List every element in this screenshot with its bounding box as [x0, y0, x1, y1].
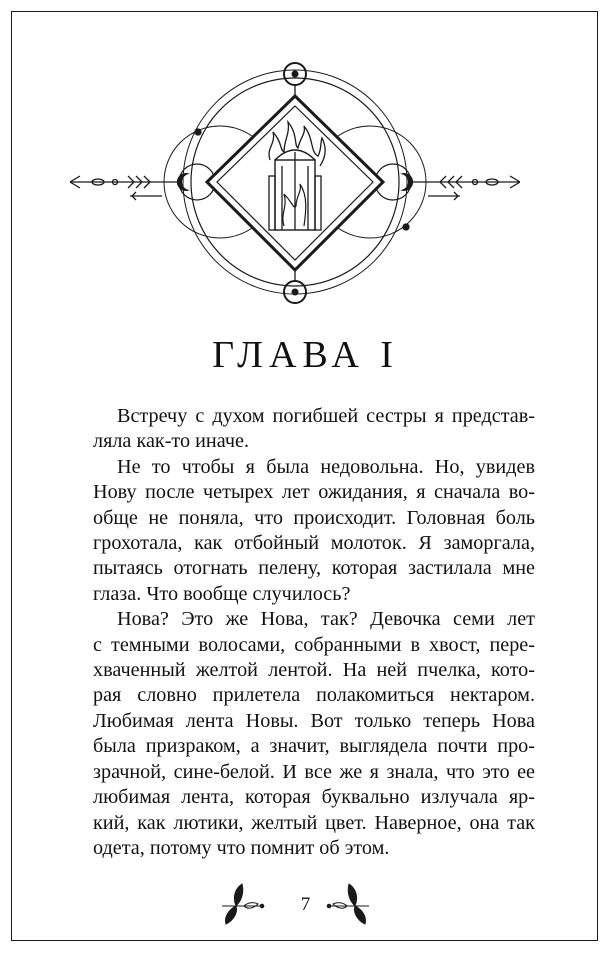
text-line: любимая лента, которая буквально излучала яр- [93, 786, 535, 809]
chapter-ornament-icon [70, 56, 520, 308]
text-line: одета, потому что помнит об этом. [93, 836, 390, 859]
text-line: кий, как лютики, желтый цвет. Наверное, она так [93, 811, 535, 834]
chapter-title: ГЛАВА I [212, 334, 399, 376]
paragraph-2 [69, 455, 535, 607]
text-line: Не то чтобы я была недовольна. Но, увидев [117, 455, 535, 478]
text-line: зрачной, сине-белой. И все же я знала, что это ее [93, 760, 535, 783]
text-line: глаза. Что вообще случилось? [93, 582, 351, 605]
text-line: ляла как-то иначе. [93, 430, 250, 453]
text-line: Нова? Это же Нова, так? Девочка семи лет [117, 608, 535, 631]
text-line: хваченный желтой лентой. На ней пчелка, кото- [93, 659, 535, 682]
text-line: обще не поняла, что происходит. Головная боль [93, 506, 535, 529]
text-line: Встречу с духом погибшей сестры я представ- [117, 405, 535, 427]
paragraph-1 [69, 404, 535, 455]
text-line: с темными волосами, собранными в хвост, пере- [93, 633, 535, 656]
text-line: грохотала, как отбойный молоток. Я заморгала, [93, 532, 535, 555]
leaf-ornament-right-icon [325, 882, 373, 926]
text-line: была призраком, а значит, выглядела почти про- [93, 735, 535, 758]
chapter-body [69, 404, 535, 861]
text-line: Нову после четырех лет ожидания, я сначала во- [93, 481, 535, 504]
text-line: рая словно прилетела полакомиться нектаром. [93, 684, 535, 707]
text-line: Любимая лента Новы. Вот только теперь Нова [93, 709, 535, 732]
page-number: 7 [300, 894, 311, 915]
paragraph-3 [69, 607, 535, 861]
text-line: пытаясь отогнать пелену, которая застилала мне [93, 557, 535, 580]
page-footer [0, 878, 611, 928]
